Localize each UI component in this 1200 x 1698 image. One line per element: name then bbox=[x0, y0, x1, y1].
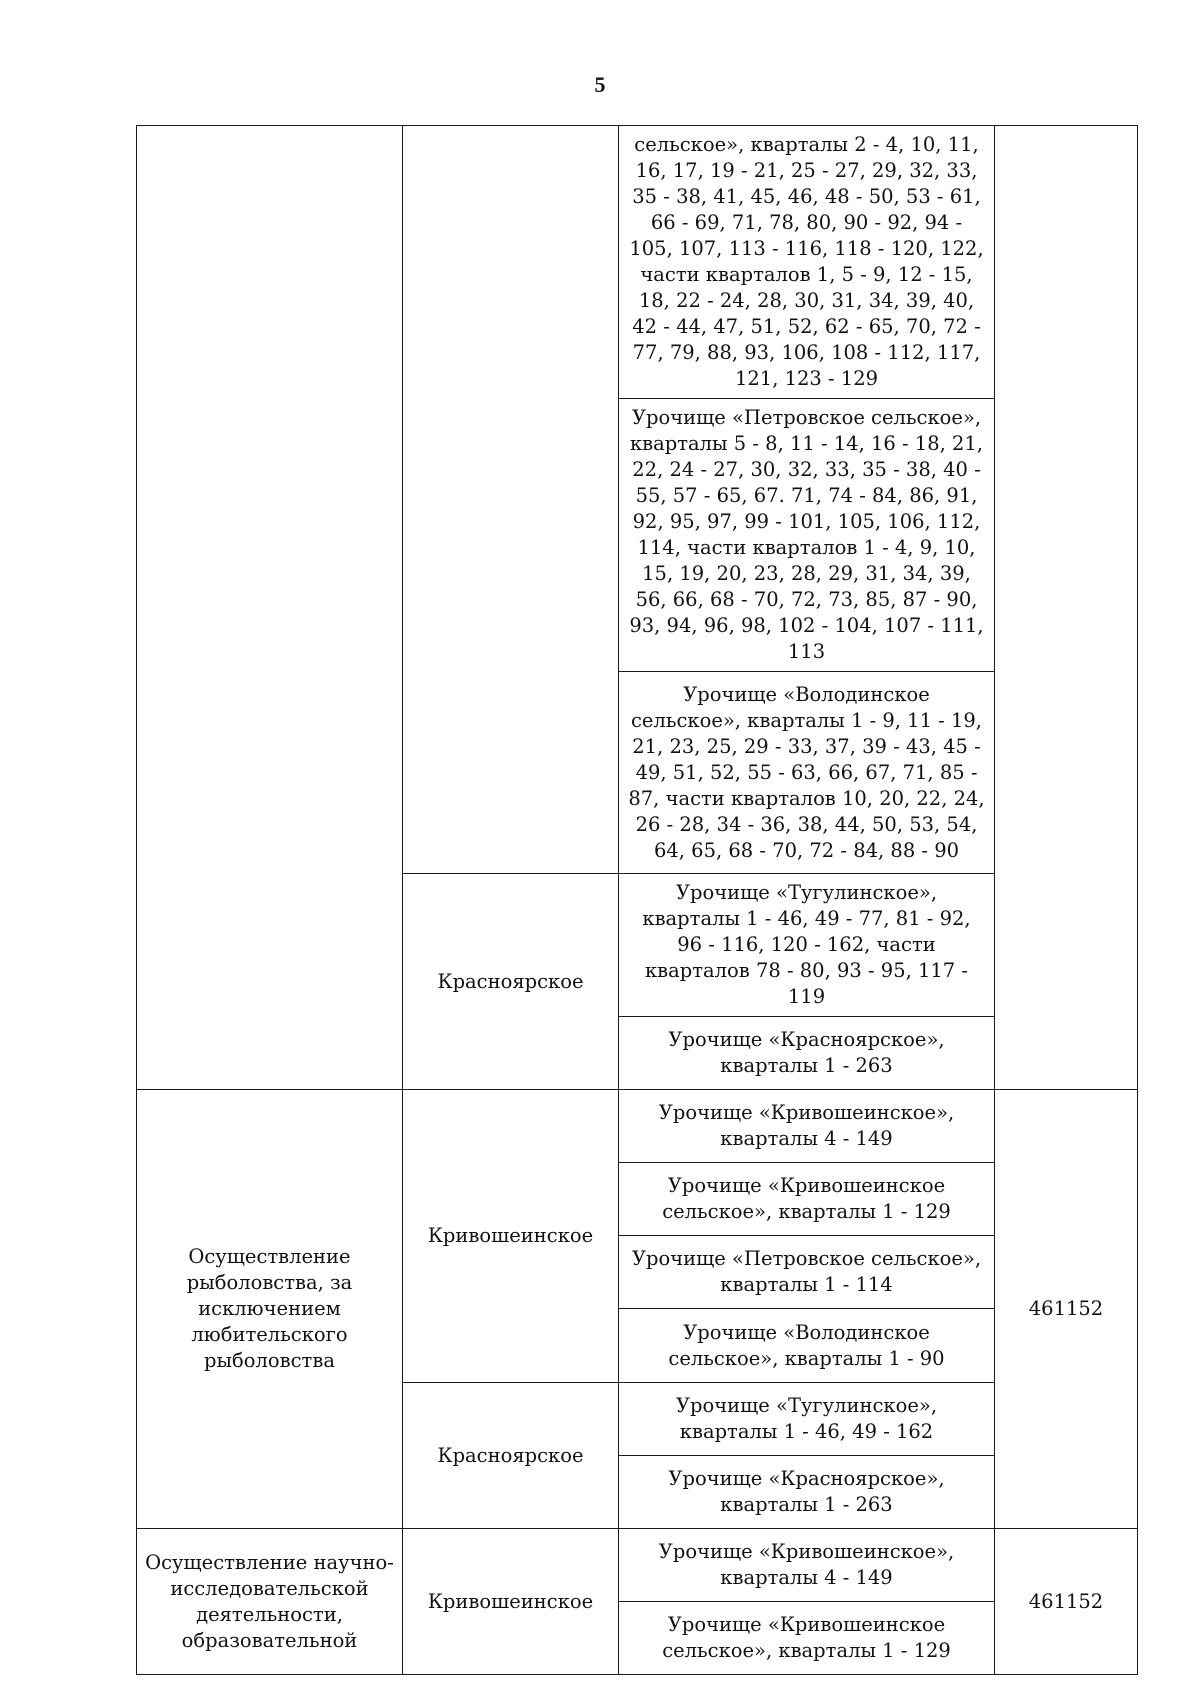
code-cell: 461152 bbox=[995, 1529, 1138, 1675]
quarters-cell: Урочище «Красноярское», кварталы 1 - 263 bbox=[619, 1017, 995, 1090]
quarters-cell: Урочище «Петровское сельское», кварталы 1 - 114 bbox=[619, 1236, 995, 1309]
table-row bbox=[137, 1090, 1138, 1163]
quarters-cell: Урочище «Кривошеинское сельское», кварталы 1 - 129 bbox=[619, 1163, 995, 1236]
activity-cell: Осуществление научно-исследовательской деятельности, образовательной bbox=[137, 1529, 403, 1675]
quarters-cell: Урочище «Петровское сельское», кварталы 5 - 8, 11 - 14, 16 - 18, 21, 22, 24 - 27, 30, 32, 33, 35 - 38, 40 - 55, 57 - 65, 67. 71, 74 - 84, 86, 91, 92, 95, 97, 99 - 101, 105, 106, 112, 114, части кварталов 1 - 4, 9, 10, 15, 19, 20, 23, 28, 29, 31, 34, 39, 56, 66, 68 - 70, 72, 73, 85, 87 - 90, 93, 94, 96, 98, 102 - 104, 107 - 111, 113 bbox=[619, 399, 995, 672]
quarters-cell: сельское», кварталы 2 - 4, 10, 11, 16, 17, 19 - 21, 25 - 27, 29, 32, 33, 35 - 38, 41, 45, 46, 48 - 50, 53 - 61, 66 - 69, 71, 78, 80, 90 - 92, 94 - 105, 107, 113 - 116, 118 - 120, 122, части кварталов 1, 5 - 9, 12 - 15, 18, 22 - 24, 28, 30, 31, 34, 39, 40, 42 - 44, 47, 51, 52, 62 - 65, 70, 72 - 77, 79, 88, 93, 106, 108 - 112, 117, 121, 123 - 129 bbox=[619, 126, 995, 399]
table-row bbox=[137, 1529, 1138, 1602]
table-row bbox=[137, 126, 1138, 399]
district-cell: Красноярское bbox=[403, 874, 619, 1090]
quarters-cell: Урочище «Володинское сельское», кварталы 1 - 9, 11 - 19, 21, 23, 25, 29 - 33, 37, 39 - 43, 45 - 49, 51, 52, 55 - 63, 66, 67, 71, 85 - 87, части кварталов 10, 20, 22, 24, 26 - 28, 34 - 36, 38, 44, 50, 53, 54, 64, 65, 68 - 70, 72 - 84, 88 - 90 bbox=[619, 672, 995, 874]
activity-cell: Осуществление рыболовства, за исключением любительского рыболовства bbox=[137, 1090, 403, 1529]
district-cell bbox=[403, 126, 619, 874]
quarters-cell: Урочище «Кривошеинское сельское», кварталы 1 - 129 bbox=[619, 1602, 995, 1675]
activity-cell bbox=[137, 126, 403, 1090]
quarters-cell: Урочище «Красноярское», кварталы 1 - 263 bbox=[619, 1456, 995, 1529]
forest-use-table bbox=[136, 125, 1138, 1675]
code-cell bbox=[995, 126, 1138, 1090]
district-cell: Кривошеинское bbox=[403, 1529, 619, 1675]
district-cell: Кривошеинское bbox=[403, 1090, 619, 1383]
quarters-cell: Урочище «Володинское сельское», кварталы 1 - 90 bbox=[619, 1309, 995, 1383]
district-cell: Красноярское bbox=[403, 1383, 619, 1529]
quarters-cell: Урочище «Кривошеинское», кварталы 4 - 149 bbox=[619, 1090, 995, 1163]
quarters-cell: Урочище «Кривошеинское», кварталы 4 - 149 bbox=[619, 1529, 995, 1602]
page-number: 5 bbox=[594, 72, 606, 97]
code-cell: 461152 bbox=[995, 1090, 1138, 1529]
quarters-cell: Урочище «Тугулинское», кварталы 1 - 46, 49 - 162 bbox=[619, 1383, 995, 1456]
quarters-cell: Урочище «Тугулинское», кварталы 1 - 46, 49 - 77, 81 - 92, 96 - 116, 120 - 162, части кварталов 78 - 80, 93 - 95, 117 - 119 bbox=[619, 874, 995, 1017]
